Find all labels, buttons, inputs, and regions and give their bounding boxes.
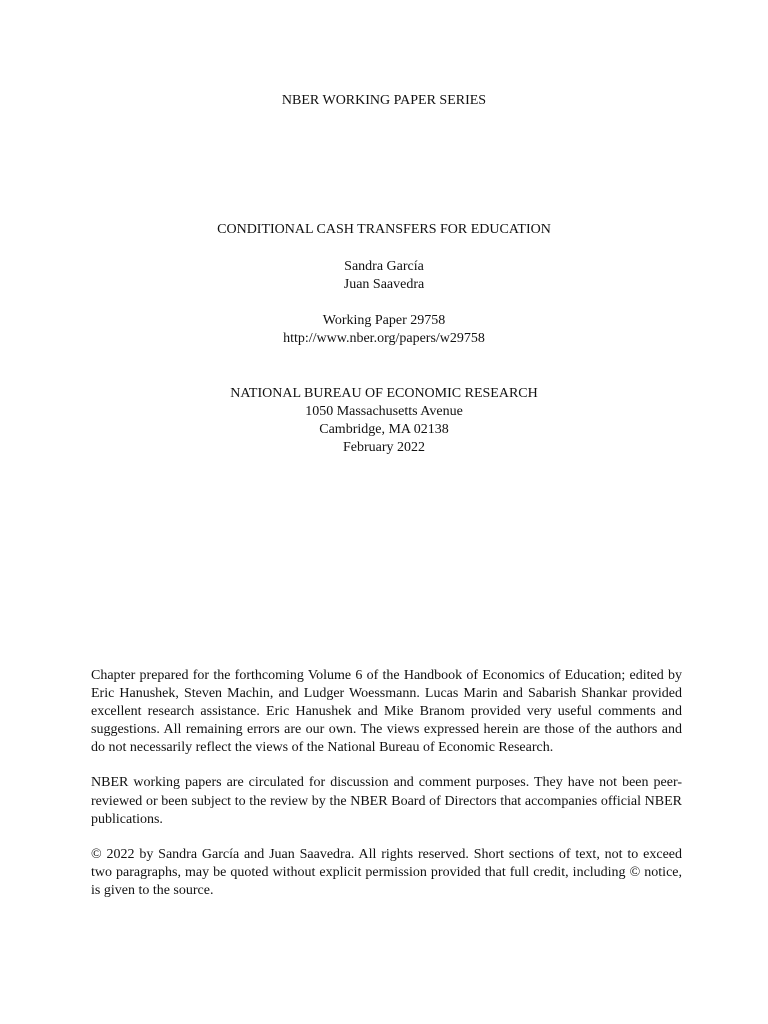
disclaimer-paragraph: NBER working papers are circulated for discussion and comment purposes. They have not been peer-reviewed or been subject to the review by the NBER Board of Directors that accompanies official NBER publications. [91, 775, 682, 827]
working-paper-number: Working Paper 29758 [322, 313, 446, 328]
institution-block [0, 385, 768, 457]
author-name: Sandra García [344, 259, 424, 274]
author-name: Juan Saavedra [343, 277, 425, 292]
acknowledgment-paragraph: Chapter prepared for the forthcoming Volume 6 of the Handbook of Economics of Education; edited by Eric Hanushek, Steven Machin, and Ludger Woessmann. Lucas Marin and Sabarish Shankar provided excellent research assistance. Eric Hanushek and Mike Branom provided very useful comments and suggestions. All remaining errors are our own. The views expressed herein are those of the authors and do not necessarily reflect the views of the National Bureau of Economic Research. [91, 668, 682, 756]
paper-title: CONDITIONAL CASH TRANSFERS FOR EDUCATION [217, 222, 551, 237]
institution-name: NATIONAL BUREAU OF ECONOMIC RESEARCH [230, 386, 538, 401]
institution-street: 1050 Massachusetts Avenue [305, 404, 463, 419]
author-list [0, 258, 768, 294]
front-matter-notes [91, 667, 682, 917]
institution-city: Cambridge, MA 02138 [319, 422, 449, 437]
publication-date: February 2022 [342, 440, 426, 455]
series-heading: NBER WORKING PAPER SERIES [281, 93, 487, 108]
working-paper-info [0, 312, 768, 348]
copyright-paragraph: © 2022 by Sandra García and Juan Saavedra. All rights reserved. Short sections of text, not to exceed two paragraphs, may be quoted without explicit permission provided that full credit, including © notice, is given to the source. [91, 846, 682, 898]
working-paper-url: http://www.nber.org/papers/w29758 [283, 331, 485, 346]
